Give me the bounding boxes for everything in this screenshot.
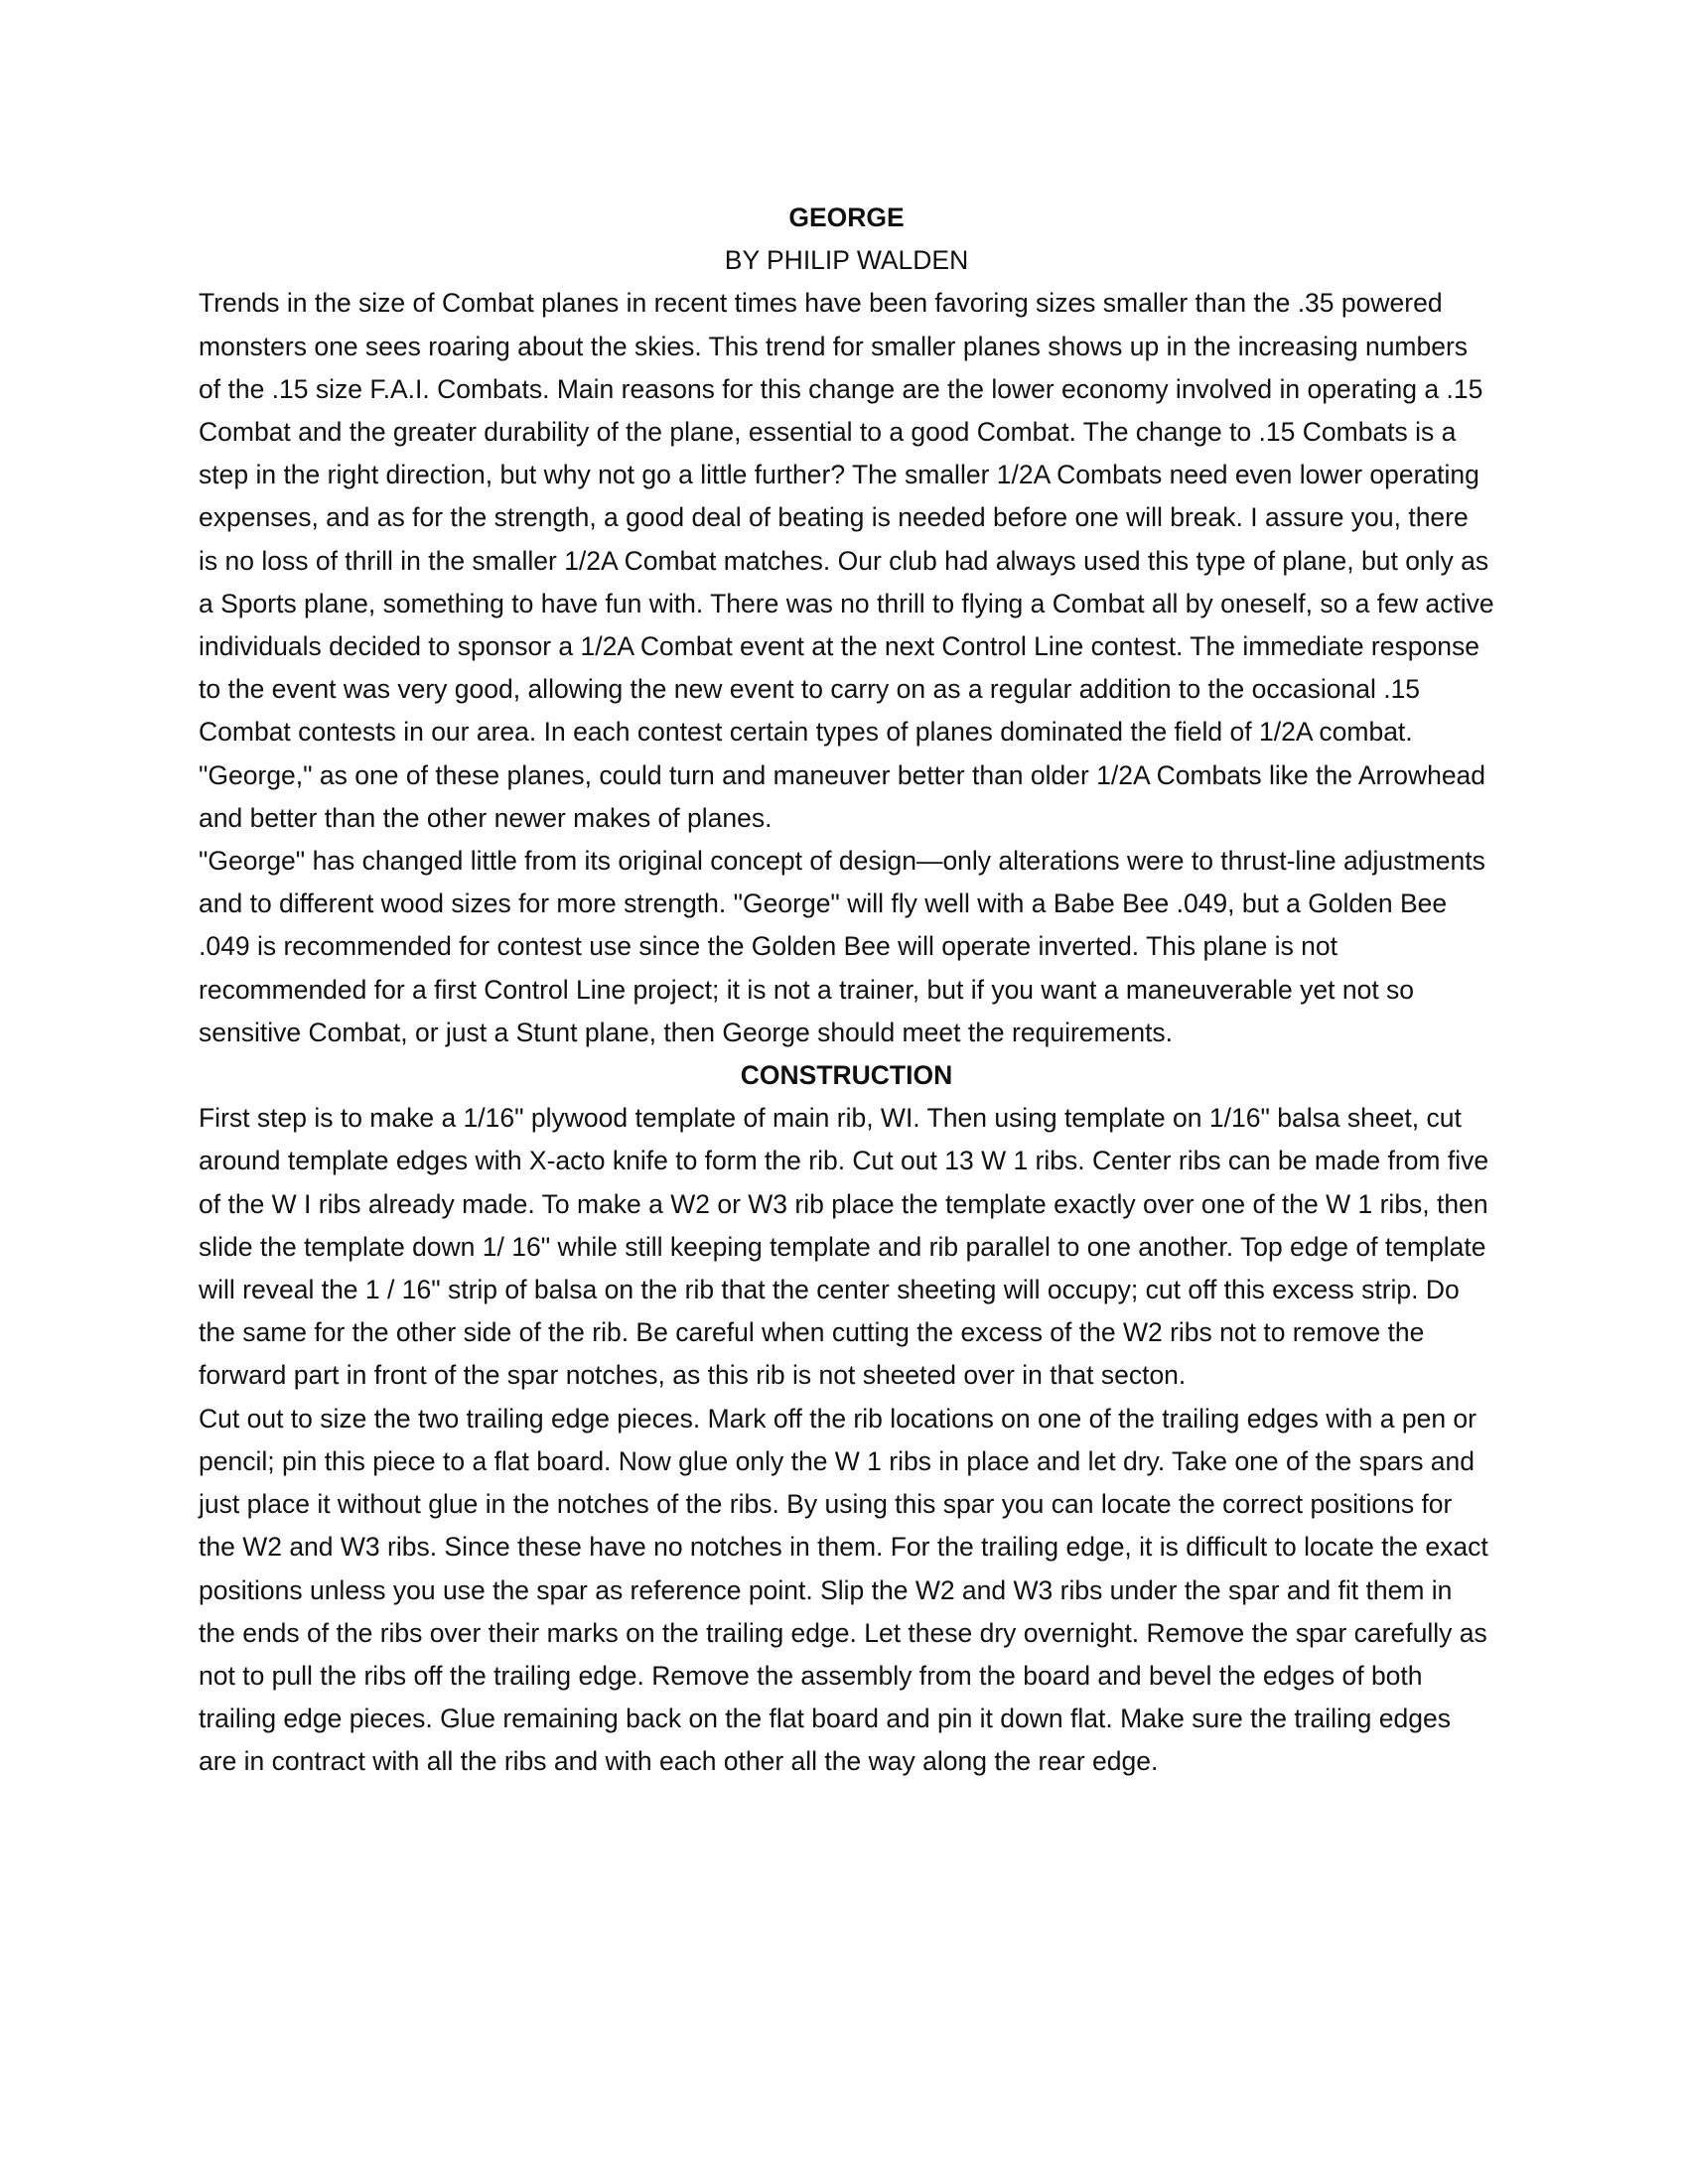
construction-heading: CONSTRUCTION [740, 1060, 953, 1091]
article-byline: BY PHILIP WALDEN [724, 245, 969, 276]
construction-paragraph: First step is to make a 1/16" plywood template of main rib, WI. Then using template on 1/16" balsa sheet, cut around template edges with X-acto knife to form the rib. Cut out 13 W 1 ribs. Center ribs can be made from five of the W I ribs already made. To make a W2 or W3 rib place the template exactly over one of the W 1 ribs, then slide the template down 1/ 16" while still keeping template and rib parallel to one another. Top edge of template will reveal the 1 / 16" strip of balsa on the rib that the center sheeting will occupy; cut off this excess strip. Do the same for the other side of the rib. Be careful when cutting the excess of the W2 ribs not to remove the forward part in front of the spar notches, as this rib is not sheeted over in that secton. [199, 1103, 1489, 1391]
document-page [199, 197, 1494, 1784]
intro-paragraph: "George" has changed little from its original concept of design—only alterations were to thrust-line adjustments and to different wood sizes for more strength. "George" will fly well with a Babe Bee .049, but a Golden Bee .049 is recommended for contest use since the Golden Bee will operate inverted. This plane is not recommended for a first Control Line project; it is not a trainer, but if you want a maneuverable yet not so sensitive Combat, or just a Stunt plane, then George should meet the requirements. [199, 846, 1485, 1047]
construction-paragraph: Cut out to size the two trailing edge pieces. Mark off the rib locations on one of the trailing edges with a pen or pencil; pin this piece to a flat board. Now glue only the W 1 ribs in place and let dry. Take one of the spars and just place it without glue in the notches of the ribs. By using this spar you can locate the correct positions for the W2 and W3 ribs. Since these have no notches in them. For the trailing edge, it is difficult to locate the exact positions unless you use the spar as reference point. Slip the W2 and W3 ribs under the spar and fit them in the ends of the ribs over their marks on the trailing edge. Let these dry overnight. Remove the spar carefully as not to pull the ribs off the trailing edge. Remove the assembly from the board and bevel the edges of both trailing edge pieces. Glue remaining back on the flat board and pin it down flat. Make sure the trailing edges are in contract with all the ribs and with each other all the way along the rear edge. [199, 1403, 1488, 1777]
intro-paragraph: Trends in the size of Combat planes in recent times have been favoring sizes smaller than the .35 powered monsters one sees roaring about the skies. This trend for smaller planes shows up in the increasing numbers of the .15 size F.A.I. Combats. Main reasons for this change are the lower economy involved in operating a .15 Combat and the greater durability of the plane, essential to a good Combat. The change to .15 Combats is a step in the right direction, but why not go a little further? The smaller 1/2A Combats need even lower operating expenses, and as for the strength, a good deal of beating is needed before one will break. I assure you, there is no loss of thrill in the smaller 1/2A Combat matches. Our club had always used this type of plane, but only as a Sports plane, something to have fun with. There was no thrill to flying a Combat all by oneself, so a few active individuals decided to sponsor a 1/2A Combat event at the next Control Line contest. The immediate response to the event was very good, allowing the new event to carry on as a regular addition to the occasional .15 Combat contests in our area. In each contest certain types of planes dominated the field of 1/2A combat. "George," as one of these planes, could turn and maneuver better than older 1/2A Combats like the Arrowhead and better than the other newer makes of planes. [199, 288, 1494, 833]
article-title: GEORGE [788, 203, 905, 232]
